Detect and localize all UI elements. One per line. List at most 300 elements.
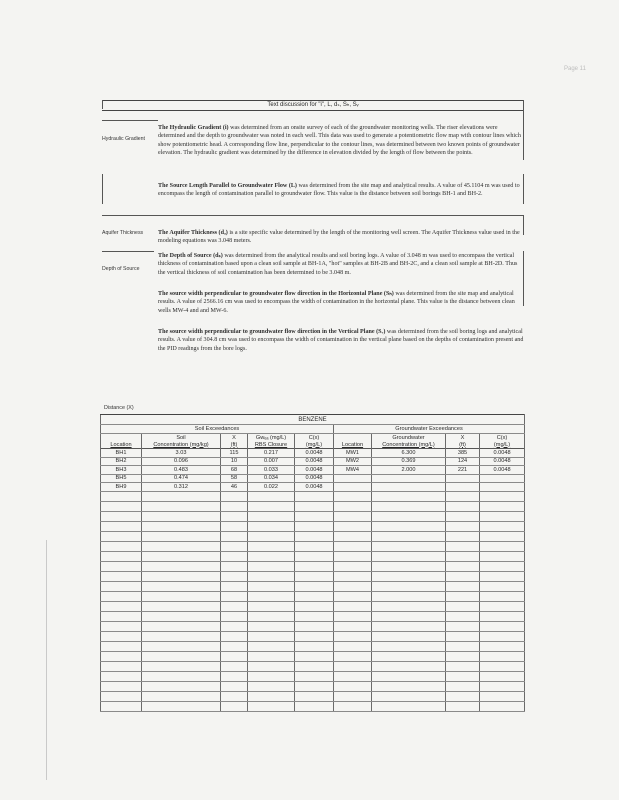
- table-cell: [372, 571, 446, 581]
- table-cell: [101, 691, 142, 701]
- column-header: C(x): [480, 434, 525, 442]
- table-cell: [334, 511, 372, 521]
- table-cell: [101, 641, 142, 651]
- table-cell: [480, 531, 525, 541]
- table-cell: [372, 631, 446, 641]
- table-row: [101, 601, 525, 611]
- table-cell: 0.0048: [295, 474, 334, 483]
- table-cell: [221, 601, 248, 611]
- table-cell: [142, 691, 221, 701]
- table-row: [101, 511, 525, 521]
- table-row: [101, 671, 525, 681]
- table-cell: [372, 511, 446, 521]
- table-cell: MW1: [334, 449, 372, 458]
- table-cell: [248, 511, 295, 521]
- table-cell: [221, 621, 248, 631]
- table-cell: 3.03: [142, 449, 221, 458]
- table-row: [101, 521, 525, 531]
- table-cell: 0.096: [142, 457, 221, 466]
- table-cell: [248, 531, 295, 541]
- header-row-1: [101, 434, 525, 442]
- table-cell: 0.007: [248, 457, 295, 466]
- table-cell: [334, 621, 372, 631]
- body-text: was determined from the site map and analytical results. A value of 2566.16 cm was used to encompass the width of contamination in the horizontal plane. This value is the distance between clean wells MW-4 and and MW-6.: [158, 291, 515, 314]
- table-cell: [248, 581, 295, 591]
- table-cell: [142, 701, 221, 711]
- label-hydraulic-gradient: Hydraulic Gradient: [102, 136, 145, 142]
- table-cell: [480, 491, 525, 501]
- table-cell: [295, 551, 334, 561]
- table-cell: [334, 541, 372, 551]
- table-cell: [446, 483, 480, 492]
- table-cell: [248, 671, 295, 681]
- table-cell: MW2: [334, 457, 372, 466]
- table-cell: [334, 591, 372, 601]
- table-row: [101, 641, 525, 651]
- table-cell: [372, 521, 446, 531]
- table-cell: 0.0048: [295, 483, 334, 492]
- table-cell: [480, 611, 525, 621]
- table-cell: [101, 611, 142, 621]
- table-cell: [142, 601, 221, 611]
- table-cell: BH2: [101, 457, 142, 466]
- table-cell: [480, 621, 525, 631]
- table-cell: [480, 511, 525, 521]
- table-cell: [334, 681, 372, 691]
- table-cell: [248, 601, 295, 611]
- divider: [102, 174, 103, 204]
- table-cell: [295, 541, 334, 551]
- term: The Hydraulic Gradient (i): [158, 125, 229, 131]
- table-cell: [372, 701, 446, 711]
- paragraph-vertical-width: [158, 328, 524, 353]
- table-cell: [142, 561, 221, 571]
- table-cell: [334, 641, 372, 651]
- table-cell: 0.0048: [480, 466, 525, 475]
- table-cell: [334, 651, 372, 661]
- table-cell: [295, 501, 334, 511]
- table-cell: 0.217: [248, 449, 295, 458]
- table-cell: [221, 591, 248, 601]
- table-row: [101, 651, 525, 661]
- table-cell: 68: [221, 466, 248, 475]
- table-cell: 0.0048: [295, 466, 334, 475]
- table-cell: 0.033: [248, 466, 295, 475]
- table-cell: [101, 661, 142, 671]
- table-cell: [372, 531, 446, 541]
- table-cell: [221, 491, 248, 501]
- table-cell: [221, 501, 248, 511]
- table-cell: [372, 501, 446, 511]
- table-cell: [480, 601, 525, 611]
- paragraph-source-length: [158, 182, 524, 199]
- table-row: [101, 551, 525, 561]
- table-cell: [480, 691, 525, 701]
- table-cell: [142, 621, 221, 631]
- label-depth-of-source: Depth of Source: [102, 266, 140, 272]
- column-header: Location: [334, 441, 372, 449]
- table-cell: [101, 531, 142, 541]
- table-title: BENZENE: [101, 415, 525, 425]
- table-cell: [480, 681, 525, 691]
- table-cell: [295, 631, 334, 641]
- table-cell: [142, 611, 221, 621]
- table-row: [101, 483, 525, 492]
- table-cell: [295, 681, 334, 691]
- gw-group-header: Groundwater Exceedances: [334, 425, 525, 434]
- table-cell: [480, 581, 525, 591]
- table-cell: [142, 651, 221, 661]
- table-cell: [221, 511, 248, 521]
- table-row: [101, 531, 525, 541]
- table-cell: [372, 691, 446, 701]
- table-cell: [248, 591, 295, 601]
- table-row: [101, 621, 525, 631]
- table-row: [101, 611, 525, 621]
- table-cell: [248, 491, 295, 501]
- body-text: was determined from an onsite survey of each of the groundwater monitoring wells. The riser elevations were determined and the depth to groundwater was noted in each well. This data was used to generate a potentiometric flow map with contour lines which show potentiometric head. A corresponding flow line, perpendicular to the contour lines, was determined between two known points of groundwater elevation. The hydraulic gradient was determined by the difference in elevation divided by the length of flow between the points.: [158, 125, 521, 156]
- table-cell: [101, 511, 142, 521]
- paragraph-hydraulic-gradient: [158, 124, 524, 157]
- table-cell: [334, 571, 372, 581]
- scan-edge-line: [46, 540, 47, 780]
- group-header-row: [101, 425, 525, 434]
- table-cell: [142, 671, 221, 681]
- table-cell: [221, 651, 248, 661]
- table-row: [101, 701, 525, 711]
- body-text: was determined from the soil boring logs and analytical results. A value of 304.8 cm was used to encompass the width of contamination in the vertical plane based on the depths of contamination present and the PID readings from the bore logs.: [158, 329, 524, 352]
- table-row: [101, 474, 525, 483]
- body-text: was determined from the site map and analytical results. A value of 45.1104 m was used to encompass the length of contamination parallel to groundwater flow. This value is the distance between soil borings BH-1 and BH-2.: [158, 183, 520, 198]
- table-cell: [142, 591, 221, 601]
- table-cell: [248, 651, 295, 661]
- table-cell: [480, 501, 525, 511]
- table-cell: [480, 661, 525, 671]
- table-cell: [248, 621, 295, 631]
- table-cell: [248, 501, 295, 511]
- table-cell: [480, 541, 525, 551]
- table-cell: [480, 571, 525, 581]
- table-cell: [248, 681, 295, 691]
- table-cell: 58: [221, 474, 248, 483]
- table-cell: [101, 491, 142, 501]
- term: The Source Length Parallel to Groundwater Flow (L): [158, 183, 297, 189]
- table-cell: 6.300: [372, 449, 446, 458]
- table-cell: [101, 541, 142, 551]
- table-cell: [372, 651, 446, 661]
- table-cell: [334, 531, 372, 541]
- table-cell: [334, 661, 372, 671]
- body-text: was determined from the analytical results and soil boring logs. A value of 3.048 m was used to encompass the vertical thickness of contamination based upon a clean soil sample at BH-1A, "hot" samples at BH-2B and BH-2C, and a clean soil sample at BH-2D. Thus the vertical thickness of soil contamination has been determined to be 3.048 m.: [158, 253, 518, 276]
- table-row: [101, 491, 525, 501]
- table-cell: [295, 521, 334, 531]
- table-cell: [480, 641, 525, 651]
- table-cell: [446, 631, 480, 641]
- table-cell: [480, 701, 525, 711]
- table-cell: [295, 621, 334, 631]
- table-cell: [334, 474, 372, 483]
- table-cell: [334, 581, 372, 591]
- table-cell: [334, 521, 372, 531]
- table-cell: [446, 681, 480, 691]
- table-cell: [372, 621, 446, 631]
- table-cell: [334, 491, 372, 501]
- table-cell: [446, 491, 480, 501]
- table-cell: [372, 561, 446, 571]
- table-cell: [334, 611, 372, 621]
- table-cell: [101, 651, 142, 661]
- table-cell: [372, 601, 446, 611]
- table-cell: [446, 531, 480, 541]
- table-cell: [295, 571, 334, 581]
- table-cell: [295, 611, 334, 621]
- divider: [102, 215, 524, 216]
- table-cell: [295, 561, 334, 571]
- column-header: C(x): [295, 434, 334, 442]
- table-cell: [142, 571, 221, 581]
- table-cell: BH5: [101, 474, 142, 483]
- table-cell: [334, 601, 372, 611]
- column-header: Soil: [142, 434, 221, 442]
- table-cell: [372, 491, 446, 501]
- table-cell: [221, 631, 248, 641]
- column-header: (ft): [221, 441, 248, 449]
- table-cell: [142, 641, 221, 651]
- table-row: [101, 466, 525, 475]
- table-row: [101, 661, 525, 671]
- column-header: Concentration (mg/L): [372, 441, 446, 449]
- column-header: (mg/L): [295, 441, 334, 449]
- table-cell: [221, 581, 248, 591]
- table-cell: BH3: [101, 466, 142, 475]
- table-cell: [372, 541, 446, 551]
- soil-group-header: Soil Exceedances: [101, 425, 334, 434]
- table-cell: [101, 681, 142, 691]
- table-cell: [248, 561, 295, 571]
- table-cell: 0.474: [142, 474, 221, 483]
- column-header: [334, 434, 372, 442]
- table-cell: [446, 541, 480, 551]
- table-cell: [446, 611, 480, 621]
- column-header: X: [446, 434, 480, 442]
- table-cell: [295, 591, 334, 601]
- column-header: (mg/L): [480, 441, 525, 449]
- table-cell: [142, 541, 221, 551]
- table-cell: [221, 701, 248, 711]
- table-row: [101, 561, 525, 571]
- table-cell: [142, 521, 221, 531]
- table-cell: [295, 601, 334, 611]
- table-cell: [446, 701, 480, 711]
- table-cell: [248, 521, 295, 531]
- table-cell: [248, 541, 295, 551]
- table-cell: [221, 521, 248, 531]
- table-cell: [101, 621, 142, 631]
- table-row: [101, 591, 525, 601]
- table-cell: [295, 691, 334, 701]
- paragraph-aquifer-thickness: [158, 229, 524, 246]
- table-cell: [446, 561, 480, 571]
- table-cell: [372, 611, 446, 621]
- table-cell: 115: [221, 449, 248, 458]
- table-row: [101, 581, 525, 591]
- table-cell: [248, 641, 295, 651]
- table-cell: [248, 631, 295, 641]
- table-cell: [248, 661, 295, 671]
- table-cell: [221, 611, 248, 621]
- label-aquifer-thickness: Aquifer Thickness: [102, 230, 144, 236]
- table-cell: [446, 581, 480, 591]
- table-cell: [221, 661, 248, 671]
- table-cell: [334, 631, 372, 641]
- table-cell: [248, 571, 295, 581]
- table-cell: [446, 501, 480, 511]
- table-body: [101, 449, 525, 712]
- table-cell: [221, 531, 248, 541]
- table-row: [101, 541, 525, 551]
- table-cell: 385: [446, 449, 480, 458]
- table-title-row: [101, 415, 525, 425]
- table-cell: [372, 681, 446, 691]
- table-cell: [295, 641, 334, 651]
- table-cell: [101, 551, 142, 561]
- table-cell: 2.000: [372, 466, 446, 475]
- table-cell: [101, 701, 142, 711]
- table-cell: [334, 551, 372, 561]
- table-cell: [221, 681, 248, 691]
- table-cell: [295, 531, 334, 541]
- table-cell: [480, 651, 525, 661]
- table-cell: [446, 521, 480, 531]
- table-row: [101, 681, 525, 691]
- table-cell: 124: [446, 457, 480, 466]
- table-cell: 0.0048: [480, 457, 525, 466]
- table-cell: [446, 691, 480, 701]
- table-cell: [334, 561, 372, 571]
- table-cell: [248, 611, 295, 621]
- table-cell: [248, 701, 295, 711]
- table-cell: [295, 701, 334, 711]
- table-cell: [480, 474, 525, 483]
- term: The source width perpendicular to groundwater flow direction in the Horizontal Plane (Sₕ): [158, 291, 394, 297]
- table-cell: [221, 571, 248, 581]
- column-header: Concentration (mg/kg): [142, 441, 221, 449]
- table-cell: [248, 691, 295, 701]
- table-cell: [295, 511, 334, 521]
- table-cell: [446, 621, 480, 631]
- body-text: is a site specific value determined by the length of the monitoring well screen. The Aquifer Thickness value used in the modeling equations was 3.048 meters.: [158, 230, 520, 245]
- column-header: Groundwater: [372, 434, 446, 442]
- table-cell: 0.022: [248, 483, 295, 492]
- table-cell: [295, 661, 334, 671]
- table-cell: 10: [221, 457, 248, 466]
- table-cell: 46: [221, 483, 248, 492]
- table-cell: [446, 601, 480, 611]
- table-cell: [101, 571, 142, 581]
- header-row-2: [101, 441, 525, 449]
- table-row: [101, 449, 525, 458]
- table-cell: MW4: [334, 466, 372, 475]
- table-cell: 0.0048: [480, 449, 525, 458]
- table-cell: [221, 541, 248, 551]
- table-row: [101, 631, 525, 641]
- table-cell: [142, 531, 221, 541]
- column-header: Gwₑₐ (mg/L): [248, 434, 295, 442]
- table-cell: [101, 671, 142, 681]
- table-cell: [446, 474, 480, 483]
- table-cell: [446, 571, 480, 581]
- paragraph-depth-of-source: [158, 252, 524, 277]
- table-cell: [334, 701, 372, 711]
- table-cell: [446, 641, 480, 651]
- text-discussion-block: [102, 100, 524, 352]
- table-cell: [372, 551, 446, 561]
- table-cell: [480, 551, 525, 561]
- table-cell: [334, 501, 372, 511]
- table-cell: [142, 631, 221, 641]
- table-cell: [446, 591, 480, 601]
- table-cell: [101, 631, 142, 641]
- table-cell: 0.483: [142, 466, 221, 475]
- table-cell: [101, 561, 142, 571]
- column-header: X: [221, 434, 248, 442]
- table-cell: [221, 671, 248, 681]
- table-cell: [480, 591, 525, 601]
- term: The Aquifer Thickness (dₐ): [158, 230, 228, 236]
- table-cell: [372, 641, 446, 651]
- table-cell: [480, 561, 525, 571]
- table-cell: [372, 581, 446, 591]
- table-cell: [372, 591, 446, 601]
- table-cell: [142, 581, 221, 591]
- table-cell: [480, 631, 525, 641]
- table-cell: 0.034: [248, 474, 295, 483]
- table-cell: [446, 511, 480, 521]
- term: The Depth of Source (dₛ): [158, 253, 223, 259]
- table-cell: [446, 671, 480, 681]
- table-cell: [142, 501, 221, 511]
- table-cell: [295, 671, 334, 681]
- table-cell: [334, 671, 372, 681]
- table-cell: 0.0048: [295, 457, 334, 466]
- table-cell: [446, 661, 480, 671]
- column-header: [101, 434, 142, 442]
- table-cell: [221, 691, 248, 701]
- table-cell: 0.0048: [295, 449, 334, 458]
- table-cell: [142, 551, 221, 561]
- table-cell: [480, 521, 525, 531]
- table-cell: [101, 521, 142, 531]
- table-cell: [142, 661, 221, 671]
- table-row: [101, 501, 525, 511]
- table-cell: [295, 491, 334, 501]
- benzene-table-wrap: [100, 414, 524, 712]
- table-cell: [142, 681, 221, 691]
- column-header: RBS Closure: [248, 441, 295, 449]
- benzene-table: [100, 414, 525, 712]
- table-cell: [101, 501, 142, 511]
- table-cell: [372, 483, 446, 492]
- table-cell: 221: [446, 466, 480, 475]
- column-header: (ft): [446, 441, 480, 449]
- term: The source width perpendicular to groundwater flow direction in the Vertical Plane (Sᵥ): [158, 329, 386, 335]
- table-cell: [372, 671, 446, 681]
- column-header: Location: [101, 441, 142, 449]
- table-cell: [446, 551, 480, 561]
- table-cell: [221, 561, 248, 571]
- text-block-title: Text discussion for "i", L, dₛ, Sₕ, Sᵥ: [102, 100, 524, 111]
- table-cell: [142, 511, 221, 521]
